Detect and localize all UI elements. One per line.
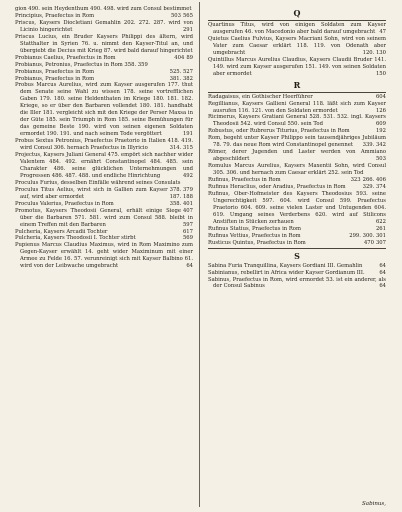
catchword: Sabinus, xyxy=(362,501,386,507)
entry-text: Probianus, Petronius, Praefectus in Rom 358. 359 xyxy=(15,61,148,68)
entry-page-ref: 622 xyxy=(375,218,386,225)
entry-text: Sabinus, Praefectus in Rom, wird ermordet 53. ist ein anderer, als der Consul Sabinus xyxy=(208,276,386,290)
entry-text: Pupienus Marcus Claudius Maximus, wird in Rom Maximino zum Gegen-Kayser erwählt 14. geht wider Maximinum mit einer Armee zu Felde 16. 57. verunreinigt sich mit Kayser Balbino 61. wird von der Leibwache umgebracht xyxy=(15,242,193,270)
index-entry xyxy=(15,235,193,242)
entry-text: Pulcheria, Kaysers Arcadii Tochter xyxy=(15,228,108,235)
index-entry xyxy=(15,20,193,34)
entry-text: Proculus Furius, desselben Einfälle während seines Consulats xyxy=(15,179,181,186)
left-column xyxy=(15,6,193,270)
entry-text: Radagaisus, ein Gothischer Heerführer xyxy=(208,93,313,100)
entry-text: gion 490. sein Heydenthum 490. 498. wird zum Consul bestimmet xyxy=(15,6,192,12)
entry-page-ref: 64 xyxy=(379,262,386,269)
entry-text: Römer, derer Jugenden und Laster werden von Ammiano abgeschildert xyxy=(208,149,386,163)
index-entry xyxy=(15,229,193,236)
entry-text: Probianus, Praefectus in Rom xyxy=(15,68,95,75)
index-entry xyxy=(208,263,386,270)
section-s xyxy=(208,248,386,291)
entry-text: Robustus, oder Rubrerus Titurius, Praefectus in Rom xyxy=(208,128,350,135)
entry-page-ref: 64 xyxy=(379,269,386,276)
index-entry xyxy=(208,233,386,240)
entry-text: Probus Marcus Aurelius, wird zum Kayser ausgerufen 177. thut dem Senate seine Wahl zu wissen 178. seine vortrefflichen Gaben 179. 180. seine Heldenthaten im Kriege 180. 181. 182. Kriege, so er über den Barbaren vollendet 180. 181. handhabt die Iller 181. vergleicht sich mit den Kriege der Perser Maxsa in der Güte 185. sein Triumph in Rom 185. seine Bemühungen für das gemeine Beste 190. wird von seinen eigenen Soldaten ermordet 190. 191. und nach seinem Tode vergöttert xyxy=(15,82,193,138)
index-entry xyxy=(208,149,386,163)
entry-page-ref: 404 xyxy=(174,54,185,61)
entry-page-ref: 191 xyxy=(182,131,193,138)
index-entry xyxy=(15,76,193,83)
entry-page-ref: 565 xyxy=(182,12,193,19)
index-entry xyxy=(208,270,386,277)
entry-text: Promotus, Kaysers Theodosii General, erhält einige Siege über die Barbaren 571. 581. wird zum Consul 588. bleibt in einem Treffen mit den Barbaren xyxy=(15,207,193,228)
entry-page-ref: 407 xyxy=(182,207,193,214)
entry-text: Quintillus Marcus Aurelius Claudius, Kaysers Claudii Bruder 141. 149. wird zum Kayser ausgerufen 151. 149. von seinen Soldaten aber ermordet xyxy=(208,56,386,77)
entry-text: Proculus Titus Aelius, wirst sich in Gallien zum Kayser auf, wird aber ermordet xyxy=(15,186,168,200)
section-rule-r xyxy=(208,92,386,93)
section-r xyxy=(208,79,386,247)
entry-text: Rufinus Heraclius, oder Aradius, Praefectus in Rom xyxy=(208,184,346,191)
entry-text: Probus Sextus Petronius, Praefectus Praetorio in Italien 418. 419. wird Consul 306. hernach Praefectus in Illyricio xyxy=(15,138,193,152)
entry-page-ref: 339. 342 xyxy=(362,142,386,149)
entry-text: Quartinus Titus, wird von einigen Soldaten zum Kayser ausgerufen 46. von Macedonio aber bald darauf umgebracht xyxy=(208,22,386,35)
entry-page-ref: 261 xyxy=(375,225,386,232)
entry-text: Priscus, Kaysers Diocletiani Gemahlin 202. 272. 287. wird von Licinio hingerichtet xyxy=(15,19,193,33)
entry-page-ref: 187. 188 xyxy=(169,193,193,200)
entry-page-ref: 329. 374 xyxy=(362,184,386,191)
entry-page-ref: 126 xyxy=(375,107,386,114)
section-letter-r: R xyxy=(293,79,301,90)
entry-page-ref: 569 xyxy=(182,235,193,242)
entry-page-ref: 291 xyxy=(182,26,193,33)
index-entry xyxy=(15,55,193,62)
entry-page-ref: 64 xyxy=(379,283,386,290)
entry-text: Rufinus Vettius, Praefectus in Rom xyxy=(208,232,301,239)
entry-text: Rusticus Quintus, Praefectus in Rom xyxy=(208,239,306,246)
section-rule-s xyxy=(208,248,386,249)
entry-text: Proculus Valerius, Praefectus in Rom xyxy=(15,200,114,207)
entry-text: Rufinus, Ober-Hofmeister des Kaysers Theodosius 593. seine Ungerechtigkeit 597. 604. wird Consul 599. Praefectus Praetorio 604. 609. seine vielen Laster und Untugenden 604. 619. Umgang seines Verderbens 620. wird auf Stilicons Anstiften in Stücken zerhauen xyxy=(208,190,386,225)
entry-text: Projectus, Kaysers Juliani General 475. empört sich nachher wider Valentem 484. 492. ernährt Constantinopel 484. 485. sein Charakter 486. seine glücklichen Unternehmungen und Progressen 486. 487. 488. und endliche Hinrichtung xyxy=(15,152,193,179)
index-entry xyxy=(15,187,193,201)
index-entry xyxy=(208,226,386,233)
entry-text: Priscus Lucius, ein Bruder Kaysers Philippi des ältern, wird Statthalter in Syrien 76. u. nimmt den Kayser-Titul an, und übergiebt die Decius mit Krieg 87. wird bald darauf hingerichtet xyxy=(15,33,193,54)
section-q xyxy=(208,7,386,78)
index-entry xyxy=(15,13,193,20)
entry-page-ref: 47 xyxy=(379,28,386,35)
entry-page-ref: 192 xyxy=(375,128,386,135)
index-entry xyxy=(15,152,193,180)
entry-page-ref: 503 xyxy=(375,156,386,163)
entry-text: Sabina Furia Tranquillina, Kaysers Gordiani III. Gemahlin xyxy=(208,262,363,269)
right-column xyxy=(208,6,386,290)
entry-page-ref: 120. 130 xyxy=(362,49,386,56)
entry-text: Romulus Marcus Aurelius, Kaysers Maxentii Sohn, wird Consul 305. 306. und hernach zum Caesar erklärt 252. sein Tod xyxy=(208,163,386,177)
index-entry xyxy=(208,128,386,135)
index-entry xyxy=(208,177,386,184)
entry-page-ref: 299. 300. 301 xyxy=(349,232,386,239)
index-entry xyxy=(208,101,386,115)
entry-page-ref: 89 xyxy=(186,54,193,61)
entry-page-ref: 314. 315 xyxy=(169,145,193,152)
entry-text: Probianus, Praefectus in Rom xyxy=(15,75,95,82)
index-entry xyxy=(208,94,386,101)
entry-text: Ricimerus, Kaysers Gratiani General 528. 531. 532. ingl. Kaysers Theodosii 542. wird Consul 550. sein Tod xyxy=(208,114,386,128)
entry-page-ref: 470 xyxy=(363,239,374,246)
index-entry xyxy=(208,277,386,291)
index-entry xyxy=(208,22,386,36)
index-entry xyxy=(208,184,386,191)
index-entry xyxy=(15,208,193,229)
entry-page-ref: 150 xyxy=(375,70,386,77)
entry-page-ref: 266. 406 xyxy=(362,177,386,184)
index-entry xyxy=(15,242,193,270)
entry-page-ref: 617 xyxy=(182,228,193,235)
entry-page-ref: 307 xyxy=(375,239,386,246)
index-entry xyxy=(15,82,193,138)
index-entry xyxy=(208,191,386,226)
entry-page-ref: 358. 401 xyxy=(169,200,193,207)
index-entry xyxy=(15,201,193,208)
entry-page-ref: 503 xyxy=(170,12,181,19)
index-entry xyxy=(15,62,193,69)
index-entry xyxy=(208,57,386,78)
section-rule-q xyxy=(208,20,386,21)
entry-text: Regillianus, Kaysers Gallieni General 118. läßt sich zum Kayser ausrufen 116. 121. von den Soldaten ermordet xyxy=(208,100,386,114)
index-entry xyxy=(208,135,386,149)
index-entry xyxy=(15,138,193,152)
entry-text: Pulcheria, Kaysers Theodosii I. Tochter stirbt xyxy=(15,235,136,242)
entry-page-ref: 381. 382 xyxy=(169,75,193,82)
section-letter-q: Q xyxy=(293,8,301,18)
entry-page-ref: 604 xyxy=(375,93,386,100)
entry-page-ref: 323 xyxy=(350,177,361,184)
entry-text: Probianus Caelius, Praefectus in Rom xyxy=(15,54,116,61)
entry-text: Rom, begeht unter Kayser Philippo sein tausendjähriges Jubiläum 78. 79. das neue Rom wird Constantinopel genennet xyxy=(208,135,386,149)
section-letter-s: S xyxy=(294,250,300,261)
entry-text: Sabinianus, rebellirt in Africa wider Kayser Gordianum III. xyxy=(208,269,365,276)
entry-page-ref: 378. 379 xyxy=(169,186,193,193)
entry-text: Principius, Praefectus in Rom xyxy=(15,12,95,19)
entry-page-ref: 597 xyxy=(182,221,193,228)
index-entry xyxy=(15,69,193,76)
index-entry xyxy=(208,114,386,128)
entry-text: Quietus Caelius Fulvius, Kaysers Macriani Sohn, wird von seinem Vater zum Caesar erklärt 118. 119. von Odenath aber umgebracht xyxy=(208,35,386,56)
entry-page-ref: 525. 527 xyxy=(169,68,193,75)
index-entry xyxy=(208,240,386,247)
entry-page-ref: 609 xyxy=(375,121,386,128)
index-entry xyxy=(208,36,386,57)
column-divider xyxy=(199,2,200,507)
entry-text: Rufinus Statius, Praefectus in Rom xyxy=(208,225,301,232)
entry-page-ref: 492 xyxy=(182,172,193,179)
entry-text: Rufinus, Praefectus in Rom xyxy=(208,177,281,184)
entry-page-ref: 64 xyxy=(186,263,193,270)
